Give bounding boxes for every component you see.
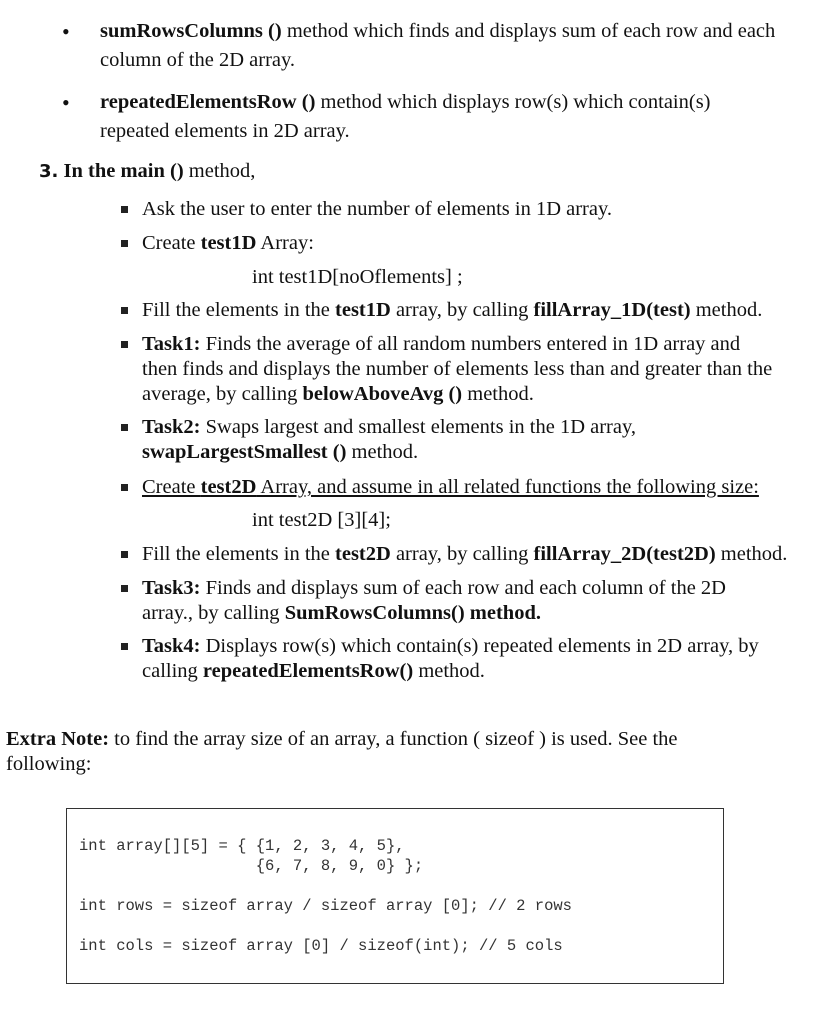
square-bullet-icon [121, 240, 128, 247]
code-line-cols: int cols = sizeof array [0] / sizeof(int); // 5 cols [79, 937, 563, 955]
task1-line2: then finds and displays the number of elements less than and greater than the [142, 358, 773, 380]
square-bullet-icon [121, 206, 128, 213]
code-line-array-decl-cont: {6, 7, 8, 9, 0} }; [79, 857, 424, 875]
item-create-test2d: Create test2D Array, and assume in all related functions the following size: [142, 476, 759, 498]
item-fill-test1d: Fill the elements in the test1D array, by calling fillArray_1D(test) method. [142, 299, 763, 321]
step-3-heading: 3. In the main () method, [39, 160, 256, 182]
item-ask-user: Ask the user to enter the number of elements in 1D array. [142, 198, 613, 220]
decl-test2d: int test2D [3][4]; [252, 509, 391, 531]
task4-line2: calling repeatedElementsRow() method. [142, 660, 485, 682]
decl-test1d: int test1D[noOflements] ; [252, 266, 463, 288]
square-bullet-icon [121, 585, 128, 592]
square-bullet-icon [121, 484, 128, 491]
repeated-elements-row-line1: repeatedElementsRow () method which displays row(s) which contain(s) [100, 91, 711, 113]
item-create-test1d: Create test1D Array: [142, 232, 314, 254]
code-line-rows: int rows = sizeof array / sizeof array [0]; // 2 rows [79, 897, 572, 915]
square-bullet-icon [121, 424, 128, 431]
extra-note-line2: following: [6, 753, 92, 775]
repeated-elements-row-line2: repeated elements in 2D array. [100, 120, 350, 142]
task1-line3: average, by calling belowAboveAvg () method. [142, 383, 534, 405]
bullet-dot: • [62, 19, 70, 44]
square-bullet-icon [121, 307, 128, 314]
task2-line1: Task2: Swaps largest and smallest elements in the 1D array, [142, 416, 637, 438]
task2-line2: swapLargestSmallest () method. [142, 441, 419, 463]
task3-line1: Task3: Finds and displays sum of each row and each column of the 2D [142, 577, 726, 599]
sum-rows-columns-line2: column of the 2D array. [100, 49, 296, 71]
extra-note-line1: Extra Note: to find the array size of an array, a function ( sizeof ) is used. See the [6, 728, 678, 750]
task1-line1: Task1: Finds the average of all random numbers entered in 1D array and [142, 333, 741, 355]
bullet-dot: • [62, 90, 70, 115]
square-bullet-icon [121, 551, 128, 558]
item-fill-test2d: Fill the elements in the test2D array, by calling fillArray_2D(test2D) method. [142, 543, 788, 565]
code-line-array-decl: int array[][5] = { {1, 2, 3, 4, 5}, [79, 837, 405, 855]
task3-line2: array., by calling SumRowsColumns() method. [142, 602, 541, 624]
square-bullet-icon [121, 643, 128, 650]
sum-rows-columns-line1: sumRowsColumns () method which finds and displays sum of each row and each [100, 20, 776, 42]
task4-line1: Task4: Displays row(s) which contain(s) repeated elements in 2D array, by [142, 635, 759, 657]
square-bullet-icon [121, 341, 128, 348]
